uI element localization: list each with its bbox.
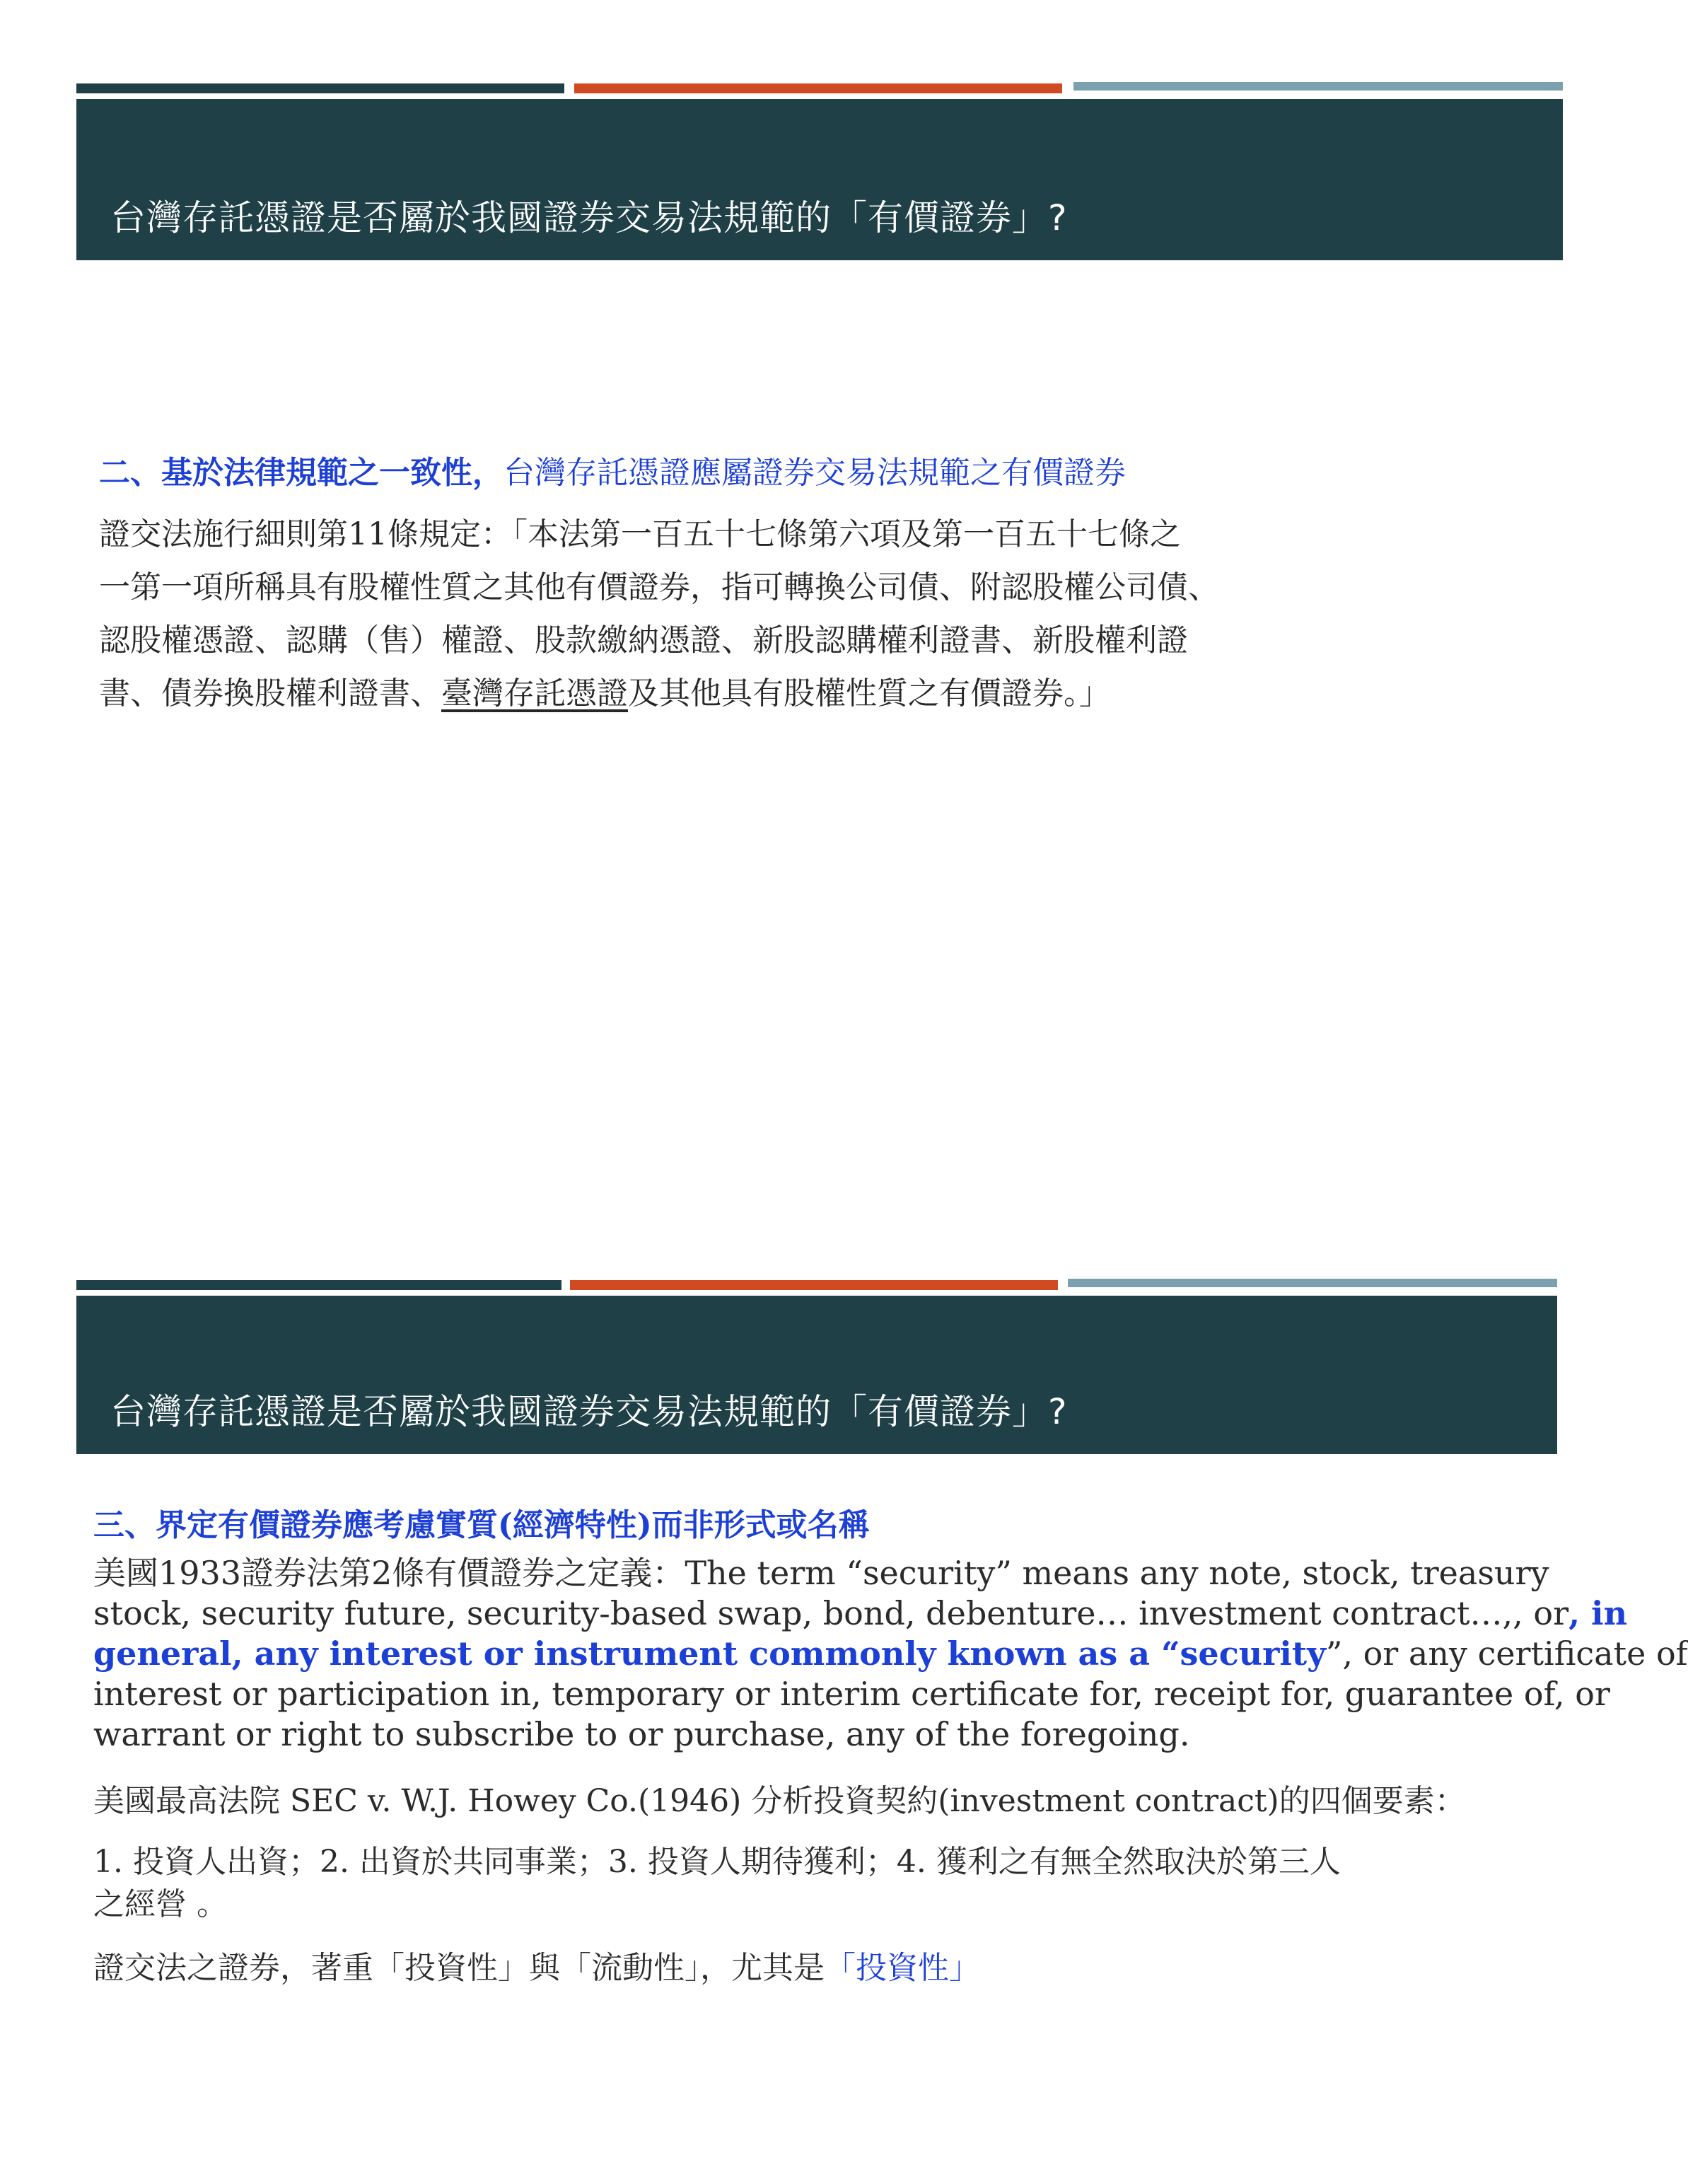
definition-emphasis-1: , in	[1568, 1594, 1628, 1632]
accent-bar-orange-2	[570, 1280, 1058, 1290]
four-elements-line-2: 之經營 。	[93, 1886, 228, 1922]
regulation-line-3: 認股權憑證、認購（售）權證、股款繳納憑證、新股認購權利證書、新股權利證	[99, 622, 1188, 658]
definition-line-2-text: stock, security future, security-based swap, bond, debenture… investment contract…,, or	[93, 1594, 1569, 1632]
regulation-line-4-end: 及其他具有股權性質之有價證券。」	[628, 675, 1110, 711]
regulation-line-2: 一第一項所稱具有股權性質之其他有價證券，指可轉換公司債、附認股權公司債、	[99, 569, 1219, 605]
definition-line-4: interest or participation in, temporary or interim certificate for, receipt for, guarantee of, or	[93, 1675, 1610, 1713]
slide-title-2: 台灣存託憑證是否屬於我國證券交易法規範的「有價證券」?	[110, 1391, 1068, 1432]
definition-line-3-text: ”, or any certificate of	[1325, 1634, 1688, 1673]
definition-emphasis-2: general, any interest or instrument commonly known as a “security	[93, 1634, 1326, 1673]
howey-case: 美國最高法院 SEC v. W.J. Howey Co.(1946) 分析投資契約(investment contract)的四個要素：	[93, 1783, 1466, 1819]
accent-bar-teal-2	[1068, 1279, 1557, 1287]
title-bar-2	[76, 1296, 1557, 1454]
accent-bar-dark-2	[76, 1280, 561, 1290]
regulation-line-4-start: 書、債券換股權利證書、	[99, 675, 441, 711]
conclusion	[93, 1942, 980, 1987]
heading-text: 台灣存託憑證應屬證券交易法規範之有價證券	[504, 455, 1126, 491]
definition-line-3	[93, 1634, 1688, 1674]
four-elements-line-1: 1. 投資人出資；2. 出資於共同事業；3. 投資人期待獲利；4. 獲利之有無全然取決於第三人	[93, 1844, 1341, 1880]
slide-title: 台灣存託憑證是否屬於我國證券交易法規範的「有價證券」?	[110, 197, 1068, 238]
conclusion-text: 證交法之證券，著重「投資性」與「流動性」，尤其是	[93, 1950, 825, 1986]
section-heading-2: 三、界定有價證券應考慮實質(經濟特性)而非形式或名稱	[93, 1507, 870, 1543]
securities-act-definition	[93, 1553, 1688, 1755]
definition-line-1: 美國1933證券法第2條有價證券之定義：The term “security” means any note, stock, treasury	[93, 1554, 1549, 1592]
definition-line-5: warrant or right to subscribe to or purchase, any of the foregoing.	[93, 1715, 1190, 1753]
regulation-line-1: 證交法施行細則第11條規定：「本法第一百五十七條第六項及第一百五十七條之	[99, 516, 1181, 552]
heading-emphasis: 二、基於法律規範之一致性，	[99, 455, 504, 491]
definition-line-2	[93, 1593, 1688, 1634]
underlined-tdr: 臺灣存託憑證	[441, 675, 628, 711]
conclusion-emphasis: 「投資性」	[825, 1950, 980, 1986]
